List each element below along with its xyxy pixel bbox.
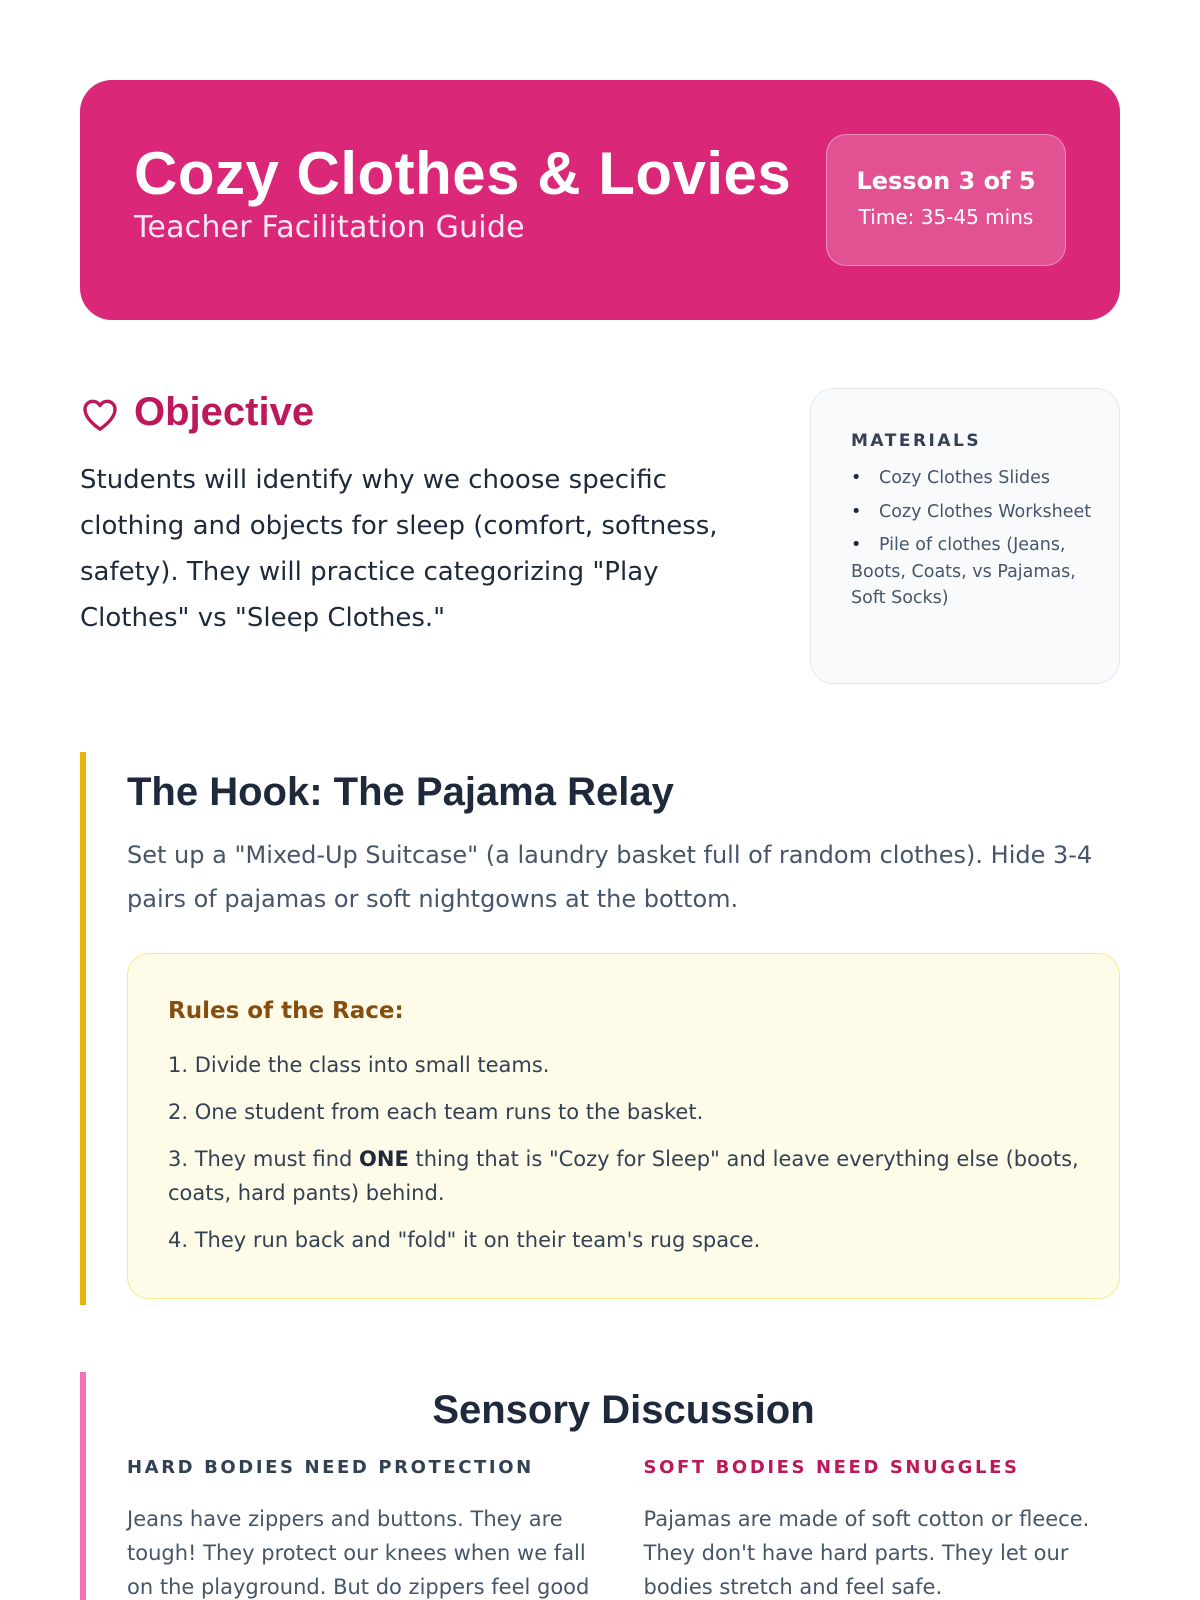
hard-bodies-label: HARD BODIES NEED PROTECTION bbox=[127, 1457, 534, 1478]
soft-bodies-text: Pajamas are made of soft cotton or fleece. They don't have hard parts. They let our bodies stretch and feel safe. bbox=[643, 1507, 1090, 1599]
sensory-columns bbox=[127, 1457, 1120, 1600]
sensory-title: Sensory Discussion bbox=[432, 1388, 815, 1432]
lesson-header bbox=[80, 80, 1120, 320]
page-title: Cozy Clothes & Lovies bbox=[134, 140, 792, 207]
rule-item: 3. They must find ONE thing that is "Cozy for Sleep" and leave everything else (boots, coats, hard pants) behind. bbox=[168, 1147, 1079, 1205]
hook-text: Set up a "Mixed-Up Suitcase" (a laundry basket full of random clothes). Hide 3-4 pairs of pajamas or soft nightgowns at the bottom. bbox=[127, 841, 1093, 913]
rules-box bbox=[127, 953, 1120, 1299]
hook-section bbox=[80, 752, 1120, 1305]
hard-bodies-text: Jeans have zippers and buttons. They are tough! They protect our knees when we fall on the playground. But do zippers feel good bbox=[127, 1507, 590, 1599]
hard-bodies-column bbox=[127, 1457, 604, 1600]
rules-list bbox=[168, 1048, 1079, 1257]
rule-item: 2. One student from each team runs to the basket. bbox=[168, 1100, 704, 1124]
list-item: • Pile of clothes (Jeans, Boots, Coats, vs Pajamas, Soft Socks) bbox=[851, 532, 1097, 612]
lesson-number: Lesson 3 of 5 bbox=[856, 167, 1036, 195]
bullet-icon: • bbox=[851, 468, 862, 488]
page-subtitle: Teacher Facilitation Guide bbox=[134, 210, 525, 245]
rules-title: Rules of the Race: bbox=[168, 998, 404, 1024]
heart-icon bbox=[80, 395, 120, 435]
materials-card bbox=[810, 388, 1120, 684]
objective-title: Objective bbox=[134, 390, 315, 434]
materials-title: MATERIALS bbox=[851, 431, 982, 451]
objective-text: Students will identify why we choose specific clothing and objects for sleep (comfort, softness, safety). They will practice categorizing "Play Clothes" vs "Sleep Clothes." bbox=[80, 465, 718, 633]
soft-bodies-column bbox=[644, 1457, 1121, 1600]
rule-item: 1. Divide the class into small teams. bbox=[168, 1053, 550, 1077]
objective-heading bbox=[80, 390, 770, 435]
sensory-section bbox=[80, 1372, 1120, 1600]
list-item: • Cozy Clothes Worksheet bbox=[851, 499, 1097, 526]
bullet-icon: • bbox=[851, 535, 862, 555]
list-item: • Cozy Clothes Slides bbox=[851, 465, 1097, 492]
bullet-icon: • bbox=[851, 501, 862, 522]
lesson-time: Time: 35-45 mins bbox=[858, 205, 1034, 229]
hook-title: The Hook: The Pajama Relay bbox=[127, 770, 674, 814]
soft-bodies-label: SOFT BODIES NEED SNUGGLES bbox=[643, 1457, 1020, 1478]
objective-section bbox=[80, 390, 770, 641]
materials-list bbox=[851, 465, 1097, 612]
rule-item: 4. They run back and "fold" it on their team's rug space. bbox=[168, 1228, 761, 1252]
lesson-badge bbox=[826, 134, 1066, 266]
